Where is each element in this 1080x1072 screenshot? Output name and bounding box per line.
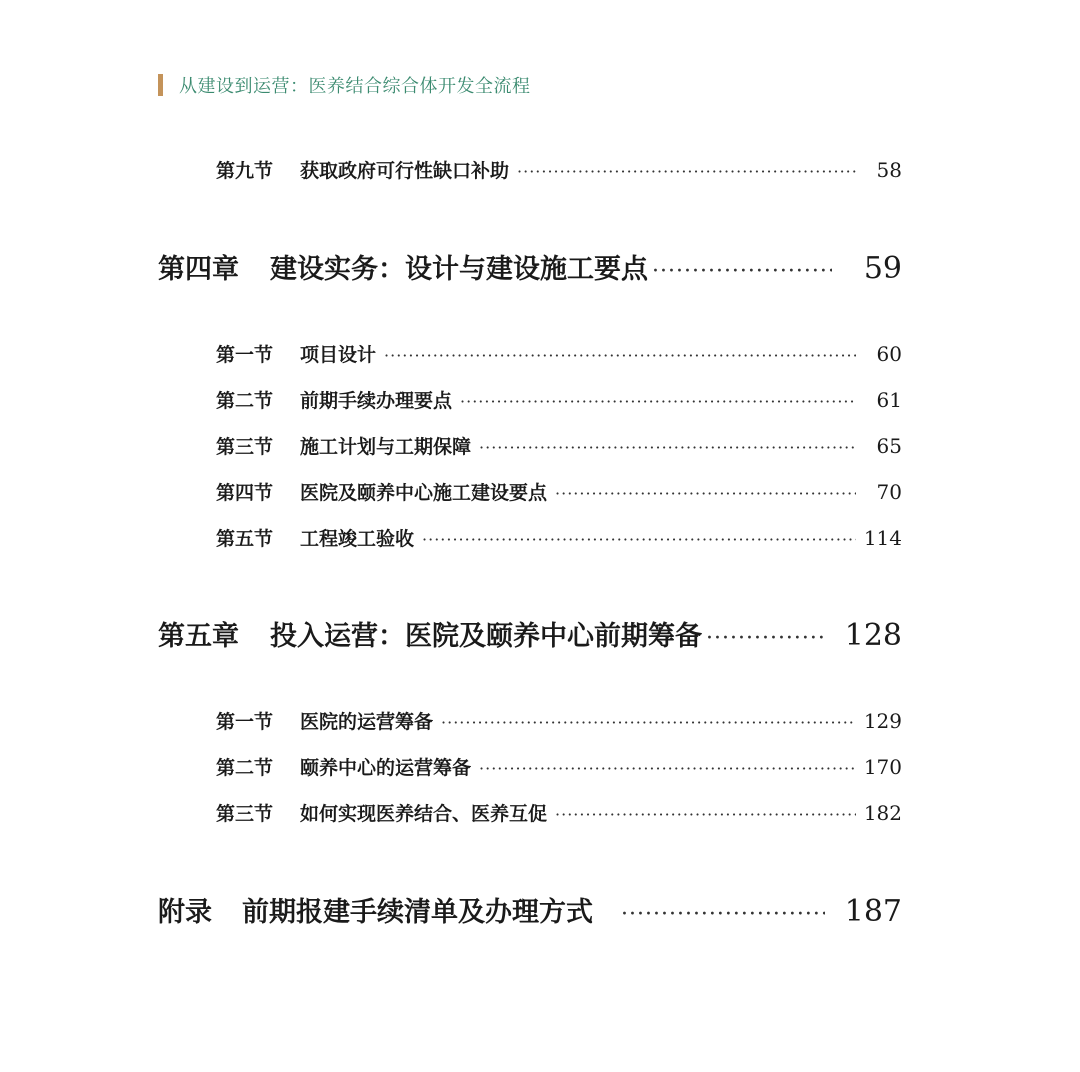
toc-chapter-5[interactable] [158, 614, 902, 653]
section-number: 第二节 [216, 390, 274, 412]
chapter-number: 第四章 [158, 254, 239, 285]
dot-leader [555, 484, 856, 503]
dot-leader [517, 162, 856, 181]
toc-ch5-section-3[interactable] [216, 799, 902, 826]
section-title: 医院及颐养中心施工建设要点 [300, 482, 548, 504]
page-number: 187 [844, 894, 902, 929]
page-number: 114 [863, 526, 902, 550]
section-title: 工程竣工验收 [300, 528, 415, 550]
dot-leader [479, 759, 856, 778]
toc-chapter-4[interactable] [158, 247, 902, 286]
running-header [158, 72, 531, 98]
section-title: 获取政府可行性缺口补助 [300, 160, 510, 182]
section-number: 第三节 [216, 803, 274, 825]
appendix-label: 附录 [158, 897, 212, 928]
section-number: 第一节 [216, 344, 274, 366]
appendix-title: 前期报建手续清单及办理方式 [242, 897, 593, 928]
toc-ch5-section-2[interactable] [216, 753, 902, 780]
page-number: 170 [863, 755, 902, 779]
section-title: 施工计划与工期保障 [300, 436, 472, 458]
dot-leader [441, 713, 856, 732]
section-title: 前期手续办理要点 [300, 390, 453, 412]
toc-ch4-section-1[interactable] [216, 340, 902, 367]
toc-section-9[interactable] [216, 156, 902, 183]
dot-leader [384, 346, 856, 365]
section-title: 医院的运营筹备 [300, 711, 434, 733]
section-number: 第九节 [216, 160, 274, 182]
page-number: 129 [863, 709, 902, 733]
section-number: 第三节 [216, 436, 274, 458]
dot-leader [652, 259, 832, 284]
book-title: 从建设到运营：医养结合综合体开发全流程 [179, 76, 531, 97]
page-number: 61 [876, 388, 902, 412]
chapter-title: 投入运营：医院及颐养中心前期筹备 [270, 621, 702, 652]
toc-ch4-section-2[interactable] [216, 386, 902, 413]
page-number: 59 [863, 251, 902, 286]
section-number: 第四节 [216, 482, 274, 504]
dot-leader [706, 626, 825, 651]
section-title: 如何实现医养结合、医养互促 [300, 803, 548, 825]
toc-ch4-section-3[interactable] [216, 432, 902, 459]
section-number: 第一节 [216, 711, 274, 733]
dot-leader [555, 805, 856, 824]
dot-leader [621, 902, 825, 927]
toc-ch4-section-5[interactable] [216, 524, 902, 551]
toc-appendix[interactable] [158, 890, 902, 929]
section-title: 项目设计 [300, 344, 377, 366]
toc-ch4-section-4[interactable] [216, 478, 902, 505]
page-number: 70 [876, 480, 902, 504]
dot-leader [422, 530, 856, 549]
page-number: 128 [844, 618, 902, 653]
chapter-title: 建设实务：设计与建设施工要点 [270, 254, 648, 285]
page-number: 58 [876, 158, 902, 182]
toc-ch5-section-1[interactable] [216, 707, 902, 734]
section-number: 第二节 [216, 757, 274, 779]
page-number: 60 [876, 342, 902, 366]
section-title: 颐养中心的运营筹备 [300, 757, 472, 779]
page-number: 65 [876, 434, 902, 458]
chapter-number: 第五章 [158, 621, 239, 652]
page-number: 182 [863, 801, 902, 825]
dot-leader [479, 438, 856, 457]
dot-leader [460, 392, 856, 411]
section-number: 第五节 [216, 528, 274, 550]
header-accent-bar [158, 74, 163, 96]
